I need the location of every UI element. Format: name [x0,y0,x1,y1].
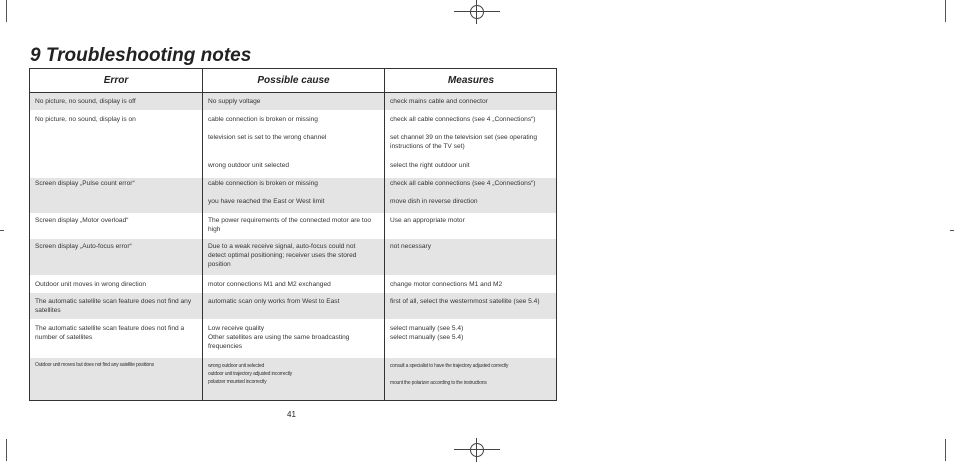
table-header [30,69,556,93]
error-cell: Outdoor unit moves but does not find any satellite positions [35,362,154,368]
page-title: 9 Troubleshooting notes [30,45,252,66]
crop-mark [945,0,946,22]
header-error: Error [103,75,129,86]
cause-cell: outdoor unit trajectory adjusted incorrectly [208,371,293,377]
crop-mark [0,230,4,231]
cause-cell: television set is set to the wrong channel [208,134,327,141]
page-number: 41 [287,410,296,419]
cause-cell: wrong outdoor unit selected [208,162,290,169]
measure-cell: select the right outdoor unit [390,162,470,169]
troubleshooting-table [29,68,557,401]
column-divider [384,69,385,400]
measure-cell: select manually (see 5.4) [390,334,464,341]
crop-mark [950,230,954,231]
cause-cell: automatic scan only works from West to East [208,298,340,305]
header-measures: Measures [447,75,495,86]
cause-cell: Due to a weak receive signal, auto-focus could not detect optimal positioning; receiver uses the stored position [208,243,357,268]
measure-cell: mount the polarizer according to the instructions [390,380,487,386]
measure-cell: check mains cable and connector [390,98,488,105]
error-cell: Screen display „Motor overload“ [35,217,129,224]
cause-cell: wrong outdoor unit selected [208,363,265,369]
measure-cell: not necessary [390,243,432,250]
crop-mark [6,0,7,22]
cause-cell: motor connections M1 and M2 exchanged [208,281,331,288]
cause-cell: you have reached the East or West limit [208,198,325,205]
error-cell: Screen display „Auto-focus error“ [35,243,132,250]
error-cell: The automatic satellite scan feature does not find any satellites [35,298,192,314]
cause-cell: polarizer mounted incorrectly [208,379,267,385]
cause-cell: No supply voltage [208,98,261,105]
cause-cell: cable connection is broken or missing [208,116,318,123]
measure-cell: check all cable connections (see 4 „Connections“) [390,180,536,187]
cause-cell: Low receive quality [208,325,265,332]
crop-mark [6,439,7,461]
measure-cell: select manually (see 5.4) [390,325,464,332]
error-cell: Outdoor unit moves in wrong direction [35,281,147,288]
measure-cell: check all cable connections (see 4 „Connections“) [390,116,536,123]
error-cell: The automatic satellite scan feature does not find a number of satellites [35,325,185,341]
measure-cell: Use an appropriate motor [390,217,465,224]
measure-cell: move dish in reverse direction [390,198,478,205]
measure-cell: set channel 39 on the television set (see operating instructions of the TV set) [390,134,537,150]
measure-cell: change motor connections M1 and M2 [390,281,503,288]
error-cell: No picture, no sound, display is on [35,116,136,123]
cause-cell: Other satellites are using the same broadcasting frequencies [208,334,350,350]
registration-mark-bottom [454,438,500,462]
cause-cell: The power requirements of the connected motor are too high [208,217,372,233]
crop-mark [945,439,946,461]
error-cell: Screen display „Pulse count error“ [35,180,135,187]
measure-cell: first of all, select the westernmost satellite (see 5.4) [390,298,540,305]
column-divider [202,69,203,400]
measure-cell: consult a specialist to have the trajectory adjusted correctly [390,363,509,369]
error-cell: No picture, no sound, display is off [35,98,136,105]
registration-mark-top [454,0,500,24]
header-possible-cause: Possible cause [257,75,330,86]
cause-cell: cable connection is broken or missing [208,180,318,187]
